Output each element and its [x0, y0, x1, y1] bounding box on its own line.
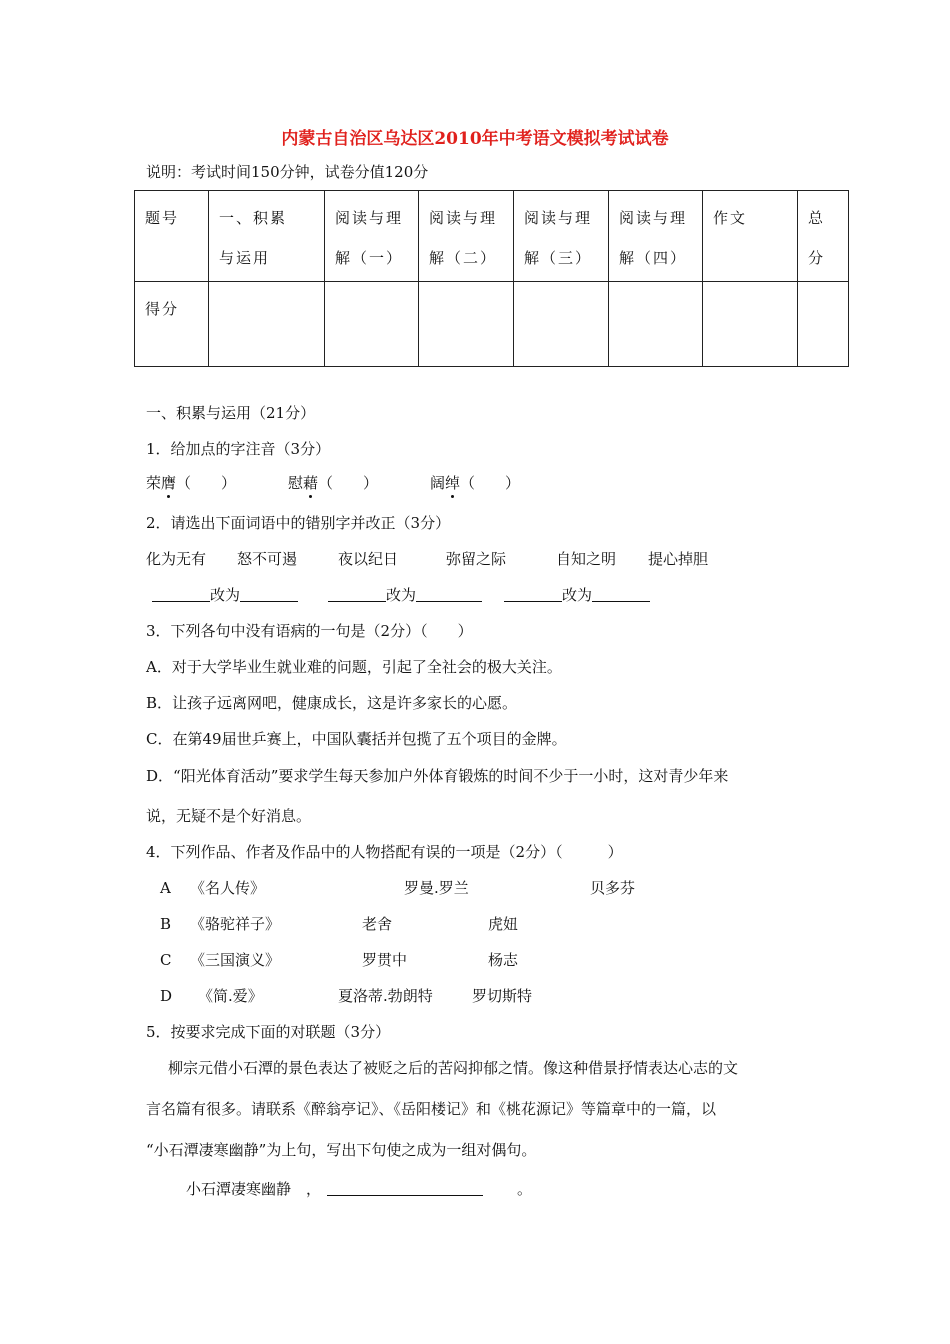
- score-input-cell[interactable]: [209, 282, 325, 367]
- score-input-cell[interactable]: [419, 282, 514, 367]
- score-table-header-row: [135, 191, 849, 282]
- q4-work: 《简.爱》: [198, 987, 263, 1005]
- q4-character: 罗切斯特: [472, 987, 533, 1005]
- q5-paragraph-line1: 柳宗元借小石潭的景色表达了被贬之后的苦闷抑郁之情。像这种借景抒情表达心志的文: [168, 1059, 739, 1077]
- question-3-stem: 3．下列各句中没有语病的一句是（2分）（ ）: [146, 622, 473, 640]
- header-cell-total: 总 分: [798, 191, 849, 282]
- q2-word: 化为无有: [146, 550, 207, 568]
- section-heading: 一、积累与运用（21分）: [146, 404, 316, 422]
- score-input-cell[interactable]: [325, 282, 419, 367]
- score-input-cell[interactable]: [609, 282, 703, 367]
- q5-paragraph-line2: 言名篇有很多。请联系《醉翁亭记》、《岳阳楼记》和《桃花源记》等篇章中的一篇，以: [146, 1100, 717, 1118]
- q4-character: 杨志: [488, 951, 519, 969]
- q4-author: 罗贯中: [362, 951, 408, 969]
- q4-work: 《名人传》: [190, 879, 266, 897]
- q3-option-a: A．对于大学毕业生就业难的问题，引起了全社会的极大关注。: [146, 658, 562, 676]
- q4-character: 贝多芬: [590, 879, 636, 897]
- score-label-cell: 得分: [135, 282, 209, 367]
- answer-blank[interactable]: [504, 585, 562, 602]
- q2-word: 怒不可遏: [237, 550, 298, 568]
- header-cell-number: 题号: [135, 191, 209, 282]
- exam-title: 内蒙古自治区乌达区2010年中考语文模拟考试试卷: [281, 129, 669, 149]
- q4-work: 《三国演义》: [190, 951, 281, 969]
- score-table-score-row: [135, 282, 849, 367]
- exam-note: 说明：考试时间150分钟，试卷分值120分: [146, 163, 429, 181]
- answer-blank[interactable]: [328, 585, 386, 602]
- question-4-stem: 4．下列作品、作者及作品中的人物搭配有误的一项是（2分）（ ）: [146, 843, 623, 861]
- q1-item-3: 阔绰（ ）: [430, 474, 521, 492]
- header-cell-reading-1: 阅读与理 解（一）: [325, 191, 419, 282]
- q2-correction-3: 改为: [504, 585, 650, 605]
- header-cell-reading-2: 阅读与理 解（二）: [419, 191, 514, 282]
- header-cell-reading-3: 阅读与理 解（三）: [514, 191, 609, 282]
- q4-work: 《骆驼祥子》: [190, 915, 281, 933]
- q5-paragraph-line3: “小石潭凄寒幽静”为上句，写出下句使之成为一组对偶句。: [146, 1141, 537, 1159]
- answer-blank[interactable]: [592, 585, 650, 602]
- q4-author: 夏洛蒂.勃朗特: [338, 987, 433, 1005]
- answer-blank[interactable]: [152, 585, 210, 602]
- header-cell-composition: 作文: [703, 191, 798, 282]
- score-table: [134, 190, 849, 367]
- score-input-cell[interactable]: [514, 282, 609, 367]
- header-cell-accumulation: 一、积累 与运用: [209, 191, 325, 282]
- q4-option-letter: B: [160, 915, 172, 933]
- q4-author: 老舍: [362, 915, 393, 933]
- question-2-stem: 2．请选出下面词语中的错别字并改正（3分）: [146, 514, 451, 532]
- answer-blank[interactable]: [240, 585, 298, 602]
- header-cell-reading-4: 阅读与理 解（四）: [609, 191, 703, 282]
- dotted-char: 膺: [161, 474, 177, 492]
- q4-option-letter: D: [160, 987, 173, 1005]
- score-input-cell[interactable]: [798, 282, 849, 367]
- q2-correction-2: 改为: [328, 585, 482, 605]
- q4-option-letter: A: [160, 879, 171, 897]
- question-5-stem: 5．按要求完成下面的对联题（3分）: [146, 1023, 391, 1041]
- answer-blank[interactable]: [327, 1179, 483, 1196]
- q2-word: 自知之明: [556, 550, 617, 568]
- q1-item-1: 荣膺（ ）: [146, 474, 237, 492]
- q1-item-2: 慰藉（ ）: [288, 474, 379, 492]
- score-input-cell[interactable]: [703, 282, 798, 367]
- q3-option-c: C．在第49届世乒赛上，中国队囊括并包揽了五个项目的金牌。: [146, 730, 567, 748]
- q3-option-d-line1: D．“阳光体育活动”要求学生每天参加户外体育锻炼的时间不少于一小时，这对青少年来: [146, 767, 729, 785]
- q3-option-b: B．让孩子远离网吧，健康成长，这是许多家长的心愿。: [146, 694, 518, 712]
- q4-option-letter: C: [160, 951, 172, 969]
- q2-word: 提心掉胆: [648, 550, 709, 568]
- q5-answer-line: 小石潭凄寒幽静 ， 。: [186, 1180, 533, 1198]
- dotted-char: 绰: [445, 474, 461, 492]
- q4-character: 虎妞: [488, 915, 519, 933]
- q2-word: 弥留之际: [446, 550, 507, 568]
- q4-author: 罗曼.罗兰: [404, 879, 469, 897]
- question-1-stem: 1．给加点的字注音（3分）: [146, 440, 331, 458]
- q3-option-d-line2: 说，无疑不是个好消息。: [146, 807, 312, 825]
- q2-word: 夜以纪日: [338, 550, 399, 568]
- q2-correction-1: 改为: [152, 585, 298, 605]
- dotted-char: 藉: [303, 474, 319, 492]
- answer-blank[interactable]: [416, 585, 482, 602]
